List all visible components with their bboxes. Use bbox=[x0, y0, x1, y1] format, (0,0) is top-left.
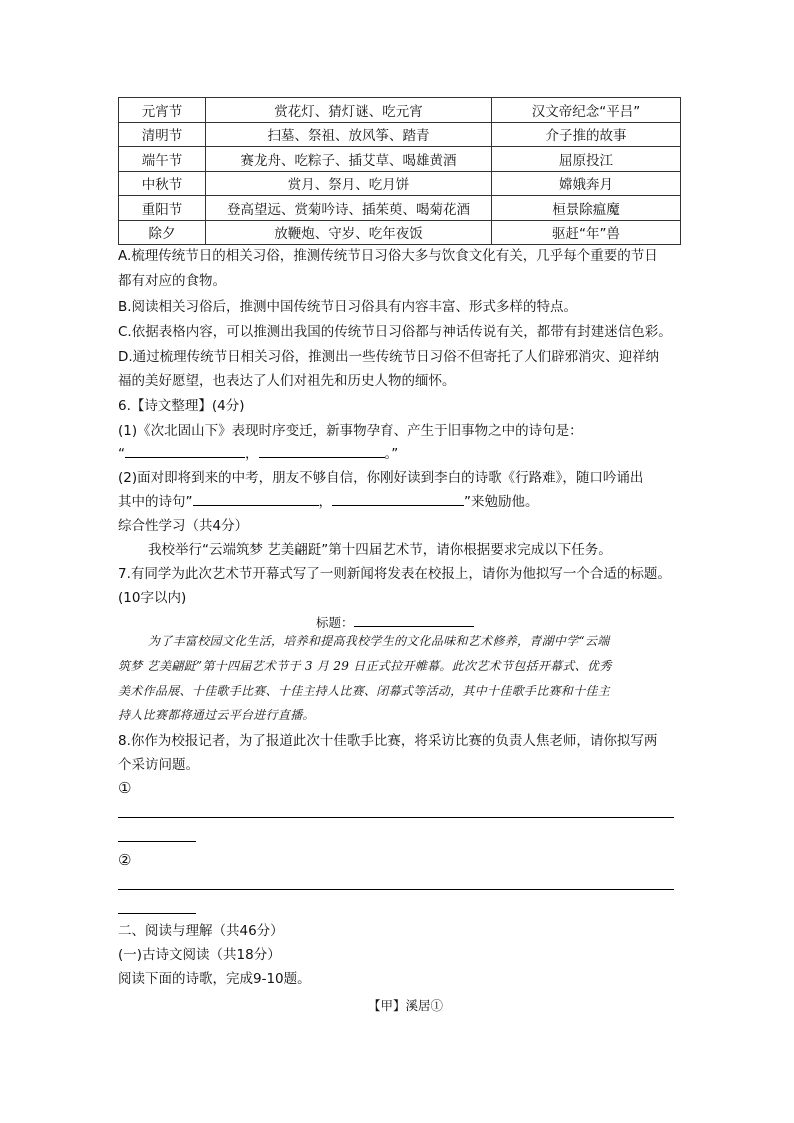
question-6-part1: (1)《次北固山下》表现时序变迁，新事物孕育、产生于旧事物之中的诗句是： bbox=[118, 423, 583, 439]
question-7-line1: 7.有同学为此次艺术节开幕式写了一则新闻将发表在校报上，请你为他拟写一个合适的标题。 bbox=[118, 566, 671, 582]
story-cell: 驱赶“年”兽 bbox=[492, 220, 681, 245]
comprehensive-intro: 我校举行“云端筑梦 艺美翩跹”第十四届艺术节，请你根据要求完成以下任务。 bbox=[148, 542, 612, 558]
option-c: C.依据表格内容，可以推测出我国的传统节日习俗都与神话传说有关，都带有封建迷信色彩。 bbox=[118, 324, 672, 340]
answer-line-2b[interactable] bbox=[118, 913, 196, 914]
festival-name-cell: 元宵节 bbox=[119, 98, 206, 123]
story-cell: 嫦娥奔月 bbox=[492, 171, 681, 196]
option-d-line2: 福的美好愿望，也表达了人们对祖先和历史人物的缅怀。 bbox=[118, 373, 456, 389]
question-7-line2: (10字以内) bbox=[118, 590, 187, 606]
table-row bbox=[119, 147, 681, 172]
open-quote: “ bbox=[118, 446, 125, 462]
answer-marker-2: ② bbox=[118, 851, 132, 869]
festival-name-cell: 端午节 bbox=[119, 147, 206, 172]
table-row bbox=[119, 196, 681, 221]
title-label: 标题： bbox=[316, 615, 354, 630]
answer-marker-1: ① bbox=[118, 779, 132, 797]
festival-table bbox=[118, 97, 681, 245]
table-row bbox=[119, 220, 681, 245]
comma: ， bbox=[245, 446, 259, 462]
story-cell: 介子推的故事 bbox=[492, 122, 681, 147]
news-line2: 筑梦 艺美翩跹”第十四届艺术节于 3 月 29 日正式拉开帷幕。此次艺术节包括开幕式、优秀 bbox=[118, 659, 612, 673]
customs-cell: 扫墓、祭祖、放风筝、踏青 bbox=[206, 122, 492, 147]
answer-line-2a[interactable] bbox=[118, 889, 674, 890]
customs-cell: 赏月、祭月、吃月饼 bbox=[206, 171, 492, 196]
option-b: B.阅读相关习俗后，推测中国传统节日习俗具有内容丰富、形式多样的特点。 bbox=[118, 299, 578, 315]
title-blank[interactable] bbox=[354, 612, 474, 627]
festival-name-cell: 清明节 bbox=[119, 122, 206, 147]
answer-blank-2[interactable] bbox=[259, 443, 385, 458]
poem-title: 【甲】溪居① bbox=[368, 998, 444, 1013]
table-row bbox=[119, 98, 681, 123]
option-a-line1: A.梳理传统节日的相关习俗，推测传统节日习俗大多与饮食文化有关，几乎每个重要的节日 bbox=[118, 248, 658, 264]
section-2-subtitle: (一)古诗文阅读（共18分） bbox=[118, 947, 281, 963]
comma: ， bbox=[318, 494, 332, 510]
answer-blank-4[interactable] bbox=[332, 491, 464, 506]
answer-blank-3[interactable] bbox=[193, 491, 319, 506]
news-line3: 美术作品展、十佳歌手比赛、十佳主持人比赛、闭幕式等活动，其中十佳歌手比赛和十佳主 bbox=[118, 684, 611, 698]
customs-cell: 赛龙舟、吃粽子、插艾草、喝雄黄酒 bbox=[206, 147, 492, 172]
story-cell: 桓景除瘟魔 bbox=[492, 196, 681, 221]
title-field bbox=[316, 612, 474, 634]
festival-name-cell: 中秋节 bbox=[119, 171, 206, 196]
news-line1: 为了丰富校园文化生活，培养和提高我校学生的文化品味和艺术修养，青湖中学“云端 bbox=[148, 634, 610, 648]
option-d-line1: D.通过梳理传统节日相关习俗，推测出一些传统节日习俗不但寄托了人们辟邪消灾、迎祥纳 bbox=[118, 349, 660, 365]
story-cell: 屈原投江 bbox=[492, 147, 681, 172]
question-6-part2-line1: (2)面对即将到来的中考，朋友不够自信，你刚好读到李白的诗歌《行路难》，随口吟诵出 bbox=[118, 470, 644, 486]
answer-line-1b[interactable] bbox=[118, 841, 196, 842]
answer-line-1a[interactable] bbox=[118, 817, 674, 818]
q6-part2-end: ”来勉励他。 bbox=[464, 494, 539, 510]
option-a-line2: 都有对应的食物。 bbox=[118, 273, 226, 289]
question-6-part2-line2 bbox=[118, 491, 539, 513]
section-2-title: 二、阅读与理解（共46分） bbox=[118, 923, 284, 939]
table-row bbox=[119, 122, 681, 147]
festival-name-cell: 重阳节 bbox=[119, 196, 206, 221]
festival-name-cell: 除夕 bbox=[119, 220, 206, 245]
customs-cell: 登高望远、赏菊吟诗、插茱萸、喝菊花酒 bbox=[206, 196, 492, 221]
answer-blank-1[interactable] bbox=[125, 443, 245, 458]
story-cell: 汉文帝纪念“平吕” bbox=[492, 98, 681, 123]
question-6-part1-answer bbox=[118, 443, 398, 465]
customs-cell: 放鞭炮、守岁、吃年夜饭 bbox=[206, 220, 492, 245]
q6-part2-start: 其中的诗句” bbox=[118, 494, 193, 510]
question-8-line2: 个采访问题。 bbox=[118, 757, 199, 773]
customs-cell: 赏花灯、猜灯谜、吃元宵 bbox=[206, 98, 492, 123]
question-6-title: 6.【诗文整理】(4分) bbox=[118, 398, 245, 414]
close-quote: 。” bbox=[384, 446, 399, 462]
news-line4: 持人比赛都将通过云平台进行直播。 bbox=[118, 708, 315, 722]
question-8-line1: 8.你作为校报记者，为了报道此次十佳歌手比赛，将采访比赛的负责人焦老师，请你拟写两 bbox=[118, 733, 658, 749]
section-2-instruction: 阅读下面的诗歌，完成9-10题。 bbox=[118, 971, 311, 987]
comprehensive-title: 综合性学习（共4分） bbox=[118, 518, 249, 534]
table-row bbox=[119, 171, 681, 196]
